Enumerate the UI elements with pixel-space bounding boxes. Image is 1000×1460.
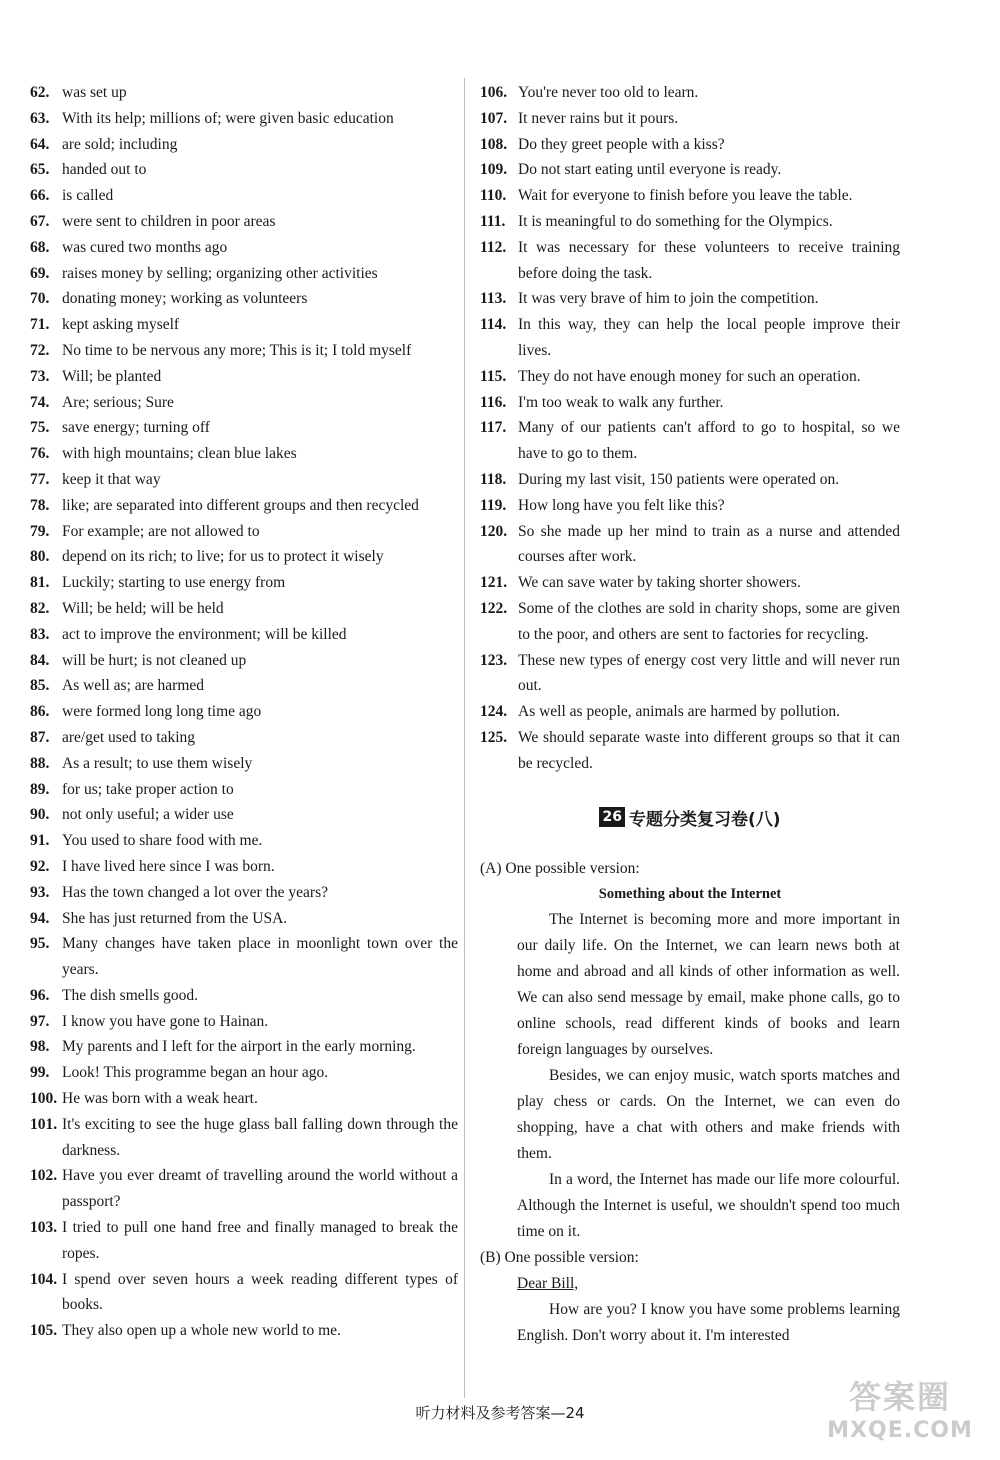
- answer-number: 81.: [30, 574, 50, 592]
- answer-text: We can save water by taking shorter showers.: [518, 574, 801, 592]
- answer-number: 64.: [30, 135, 50, 153]
- answer-number: 106.: [480, 84, 508, 101]
- answer-number: 118.: [480, 470, 507, 488]
- answer-number: 122.: [480, 599, 508, 617]
- answer-number: 77.: [30, 470, 50, 488]
- answer-number: 97.: [30, 1012, 50, 1030]
- answer-item: [30, 544, 458, 570]
- answer-item: [30, 699, 458, 725]
- answer-text: Are; serious; Sure: [62, 393, 174, 411]
- answer-text: are sold; including: [62, 135, 178, 153]
- answer-item: [30, 1034, 458, 1060]
- answer-number: 78.: [30, 496, 50, 514]
- answer-item: [30, 1009, 458, 1035]
- answer-number: 91.: [30, 832, 50, 850]
- answer-number: 66.: [30, 187, 50, 205]
- answer-item: [30, 312, 458, 338]
- answer-text: handed out to: [62, 161, 147, 179]
- answer-number: 116.: [480, 393, 507, 411]
- answer-number: 74.: [30, 393, 50, 411]
- answer-text: kept asking myself: [62, 316, 180, 334]
- answer-item: [480, 390, 900, 416]
- answer-item: [30, 931, 458, 983]
- answer-item: [30, 1086, 458, 1112]
- answer-number: 125.: [480, 728, 508, 746]
- answer-item: [480, 415, 900, 467]
- answer-number: 68.: [30, 238, 50, 256]
- answer-text: It is meaningful to do something for the Olympics.: [518, 212, 833, 230]
- answer-item: [30, 854, 458, 880]
- answer-item: [30, 828, 458, 854]
- answer-number: 119.: [480, 496, 507, 514]
- answer-text: As well as; are harmed: [62, 677, 205, 695]
- answer-text: I tried to pull one hand free and finally managed to break the ropes.: [62, 1219, 458, 1262]
- answer-item: [30, 622, 458, 648]
- answer-number: 79.: [30, 522, 50, 540]
- answer-text: Wait for everyone to finish before you leave the table.: [518, 187, 853, 205]
- answer-number: 82.: [30, 599, 50, 617]
- answer-item: [30, 596, 458, 622]
- answer-item: [480, 286, 900, 312]
- answer-number: 65.: [30, 161, 50, 179]
- answer-item: [30, 338, 458, 364]
- answer-item: [30, 415, 458, 441]
- answer-text: It's exciting to see the huge glass ball falling down through the darkness.: [62, 1115, 458, 1159]
- answer-text: No time to be nervous any more; This is it; I told myself: [62, 341, 412, 359]
- answer-text: Many changes have taken place in moonlight town over the years.: [62, 935, 458, 979]
- answer-item: [30, 906, 458, 932]
- answer-number: 86.: [30, 703, 50, 721]
- essay-paragraph: Besides, we can enjoy music, watch sports matches and play chess or cards. On the Internet, we can even do shopping, have a chat with others and make friends with them.: [517, 1067, 900, 1163]
- right-column: [480, 80, 900, 1349]
- answer-text: I know you have gone to Hainan.: [62, 1012, 269, 1030]
- answer-text: were sent to children in poor areas: [62, 212, 276, 230]
- answer-number: 102.: [30, 1167, 58, 1185]
- answer-text: were formed long long time ago: [62, 703, 262, 721]
- answer-text: You used to share food with me.: [62, 832, 263, 850]
- answer-item: [480, 106, 900, 132]
- answer-item: [30, 364, 458, 390]
- answer-number: 84.: [30, 651, 50, 669]
- answer-number: 100.: [30, 1090, 58, 1108]
- answer-number: 123.: [480, 651, 508, 669]
- answer-number: 104.: [30, 1270, 58, 1288]
- right-answer-list: [480, 80, 900, 777]
- answer-number: 105.: [30, 1322, 58, 1340]
- answer-text: I spend over seven hours a week reading different types of books.: [62, 1270, 458, 1314]
- answer-item: [30, 157, 458, 183]
- answer-item: [480, 312, 900, 364]
- answer-number: 67.: [30, 212, 50, 230]
- answer-text: It never rains but it pours.: [518, 109, 679, 127]
- answer-number: 76.: [30, 445, 50, 463]
- column-divider: [464, 78, 465, 1398]
- answer-number: 114.: [480, 316, 507, 334]
- answer-text: She has just returned from the USA.: [62, 909, 288, 927]
- answer-item: [30, 519, 458, 545]
- answer-text: raises money by selling; organizing other activities: [62, 264, 378, 282]
- answer-number: 111.: [480, 212, 506, 230]
- left-column: [30, 80, 458, 1344]
- answer-item: [30, 441, 458, 467]
- page-footer: 听力材料及参考答案—24: [415, 1404, 585, 1422]
- answer-text: depend on its rich; to live; for us to protect it wisely: [62, 548, 384, 566]
- answer-number: 62.: [30, 84, 50, 101]
- answer-number: 72.: [30, 341, 50, 359]
- answer-number: 83.: [30, 625, 50, 643]
- answer-item: [30, 235, 458, 261]
- answer-text: They also open up a whole new world to me.: [62, 1322, 341, 1340]
- answer-number: 75.: [30, 419, 50, 437]
- watermark-url: MXQE.COM: [827, 1418, 973, 1443]
- answer-item: [30, 570, 458, 596]
- answer-item: [30, 1267, 458, 1319]
- answer-number: 92.: [30, 857, 50, 875]
- answer-item: [30, 183, 458, 209]
- watermark-logo: [805, 1372, 995, 1458]
- answer-item: [480, 132, 900, 158]
- answer-number: 99.: [30, 1064, 50, 1082]
- answer-number: 103.: [30, 1219, 58, 1237]
- answer-text: was cured two months ago: [62, 238, 228, 256]
- answer-item: [480, 699, 900, 725]
- answer-item: [480, 519, 900, 571]
- answer-item: [480, 725, 900, 777]
- answer-number: 71.: [30, 316, 50, 334]
- answer-item: [480, 467, 900, 493]
- answer-number: 70.: [30, 290, 50, 308]
- answer-number: 87.: [30, 728, 50, 746]
- section-heading: [480, 805, 900, 830]
- answer-item: [30, 132, 458, 158]
- part-b-label: (B) One possible version:: [480, 1249, 639, 1267]
- answer-text: Do they greet people with a kiss?: [518, 135, 725, 153]
- answer-text: I'm too weak to walk any further.: [518, 393, 724, 411]
- answer-text: The dish smells good.: [62, 986, 199, 1004]
- answer-item: [480, 157, 900, 183]
- answer-text: keep it that way: [62, 470, 161, 488]
- answer-number: 88.: [30, 754, 50, 772]
- answer-item: [30, 1060, 458, 1086]
- answer-text: As a result; to use them wisely: [62, 754, 253, 772]
- answer-item: [30, 673, 458, 699]
- answer-text: was set up: [62, 84, 127, 101]
- essay-paragraph: In a word, the Internet has made our life more colourful. Although the Internet is useful, we shouldn't spend too much time on it.: [517, 1171, 900, 1241]
- answer-item: [30, 802, 458, 828]
- answer-text: How long have you felt like this?: [518, 496, 725, 514]
- answer-text: He was born with a weak heart.: [62, 1090, 258, 1108]
- answer-item: [30, 751, 458, 777]
- answer-text: donating money; working as volunteers: [62, 290, 308, 308]
- answer-number: 63.: [30, 109, 50, 127]
- answer-number: 117.: [480, 419, 507, 437]
- answer-item: [30, 106, 458, 132]
- answer-text: Has the town changed a lot over the years?: [62, 883, 328, 901]
- answer-number: 98.: [30, 1038, 50, 1056]
- answer-item: [480, 183, 900, 209]
- answer-item: [30, 1215, 458, 1267]
- answer-text: Look! This programme began an hour ago.: [62, 1064, 329, 1082]
- answer-number: 85.: [30, 677, 50, 695]
- answer-text: will be hurt; is not cleaned up: [62, 651, 247, 669]
- answer-number: 89.: [30, 780, 50, 798]
- answer-text: My parents and I left for the airport in the early morning.: [62, 1038, 416, 1056]
- answer-number: 110.: [480, 187, 507, 205]
- answer-text: for us; take proper action to: [62, 780, 234, 798]
- answer-item: [30, 261, 458, 287]
- answer-item: [30, 286, 458, 312]
- answer-number: 95.: [30, 935, 50, 953]
- answer-text: Many of our patients can't afford to go to hospital, so we have to go to them.: [518, 419, 900, 463]
- answer-number: 94.: [30, 909, 50, 927]
- answer-item: [480, 493, 900, 519]
- answer-item: [30, 777, 458, 803]
- answer-item: [30, 467, 458, 493]
- answer-number: 80.: [30, 548, 50, 566]
- answer-number: 93.: [30, 883, 50, 901]
- answer-text: not only useful; a wider use: [62, 806, 234, 824]
- answer-text: It was necessary for these volunteers to receive training before doing the task.: [518, 238, 900, 282]
- answer-number: 96.: [30, 986, 50, 1004]
- answer-text: For example; are not allowed to: [62, 522, 260, 540]
- answer-number: 73.: [30, 367, 50, 385]
- answer-number: 69.: [30, 264, 50, 282]
- answer-text: Will; be planted: [62, 367, 162, 385]
- answer-text: These new types of energy cost very little and will never run out.: [518, 651, 900, 695]
- answer-text: are/get used to taking: [62, 728, 195, 746]
- answer-text: I have lived here since I was born.: [62, 857, 275, 875]
- answer-number: 112.: [480, 238, 507, 256]
- answer-item: [30, 983, 458, 1009]
- answer-item: [480, 648, 900, 700]
- answer-item: [480, 235, 900, 287]
- answer-text: is called: [62, 187, 114, 205]
- answer-text: Do not start eating until everyone is ready.: [518, 161, 782, 179]
- answer-text: with high mountains; clean blue lakes: [62, 445, 297, 463]
- answer-text: act to improve the environment; will be killed: [62, 625, 347, 643]
- answer-text: So she made up her mind to train as a nurse and attended courses after work.: [518, 522, 900, 566]
- answer-item: [480, 209, 900, 235]
- answer-text: We should separate waste into different groups so that it can be recycled.: [518, 728, 900, 772]
- answer-text: Will; be held; will be held: [62, 599, 224, 617]
- answer-text: During my last visit, 150 patients were operated on.: [518, 470, 840, 488]
- answer-text: like; are separated into different groups and then recycled: [62, 496, 419, 514]
- answer-item: [30, 1112, 458, 1164]
- answer-item: [30, 80, 458, 106]
- answer-text: They do not have enough money for such an operation.: [518, 367, 861, 385]
- answer-text: It was very brave of him to join the competition.: [518, 290, 819, 308]
- answer-number: 101.: [30, 1115, 58, 1133]
- answer-item: [30, 648, 458, 674]
- answer-number: 120.: [480, 522, 508, 540]
- section-number-badge: 26: [599, 807, 624, 827]
- answer-text: save energy; turning off: [62, 419, 210, 437]
- answer-item: [30, 493, 458, 519]
- answer-item: [480, 570, 900, 596]
- answer-item: [480, 80, 900, 106]
- answer-number: 124.: [480, 703, 508, 721]
- section-title: 专题分类复习卷(八): [628, 809, 781, 830]
- answer-text: Have you ever dreamt of travelling around the world without a passport?: [62, 1167, 458, 1211]
- answer-text: Some of the clothes are sold in charity shops, some are given to the poor, and others are sent to factories for recycling.: [518, 599, 900, 643]
- answer-number: 115.: [480, 367, 507, 385]
- answer-item: [30, 1318, 458, 1344]
- watermark-text: 答案圈: [848, 1378, 951, 1416]
- answer-text: With its help; millions of; were given basic education: [62, 109, 394, 127]
- answer-number: 121.: [480, 574, 508, 592]
- essay-paragraph: The Internet is becoming more and more important in our daily life. On the Internet, we can learn news both at home and abroad and all kinds of other information as well. We can also send message by email, make phone calls, go to online schools, read different kinds of books and learn foreign languages by ourselves.: [517, 911, 900, 1059]
- answer-number: 107.: [480, 109, 508, 127]
- letter-paragraph: How are you? I know you have some problems learning English. Don't worry about it. I'm interested: [517, 1301, 900, 1345]
- answer-item: [30, 1163, 458, 1215]
- answer-item: [480, 596, 900, 648]
- answer-text: You're never too old to learn.: [518, 84, 699, 101]
- essay-title: Something about the Internet: [598, 886, 782, 903]
- answer-item: [480, 364, 900, 390]
- answer-text: In this way, they can help the local people improve their lives.: [518, 316, 900, 359]
- letter-salutation: Dear Bill,: [517, 1275, 579, 1293]
- answer-item: [30, 880, 458, 906]
- answer-number: 108.: [480, 135, 508, 153]
- answer-item: [30, 390, 458, 416]
- answer-text: As well as people, animals are harmed by pollution.: [518, 703, 840, 721]
- answer-number: 109.: [480, 161, 508, 179]
- answer-item: [30, 725, 458, 751]
- answer-text: Luckily; starting to use energy from: [62, 574, 286, 592]
- answer-number: 90.: [30, 806, 50, 824]
- answer-number: 113.: [480, 290, 507, 308]
- answer-item: [30, 209, 458, 235]
- part-a-label: (A) One possible version:: [480, 859, 640, 877]
